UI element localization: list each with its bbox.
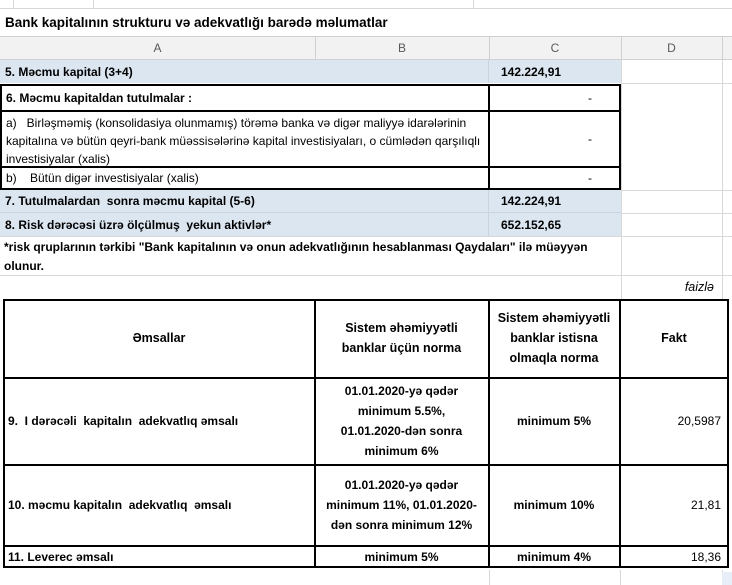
row6-value-cell[interactable]: - (588, 90, 592, 105)
row5-label-cell[interactable]: 5. Məcmu kapital (3+4) (0, 60, 489, 83)
row11-norm-systemic-cell[interactable]: minimum 5% (364, 549, 439, 564)
row10-fact-cell[interactable]: 21,81 (690, 497, 721, 512)
row6a-label-cell[interactable]: a) Birləşməmiş (konsolidasiya olunmamış) törəmə banka və digər maliyyə idarələrinin kapitalına və bütün qeyri-bank müəssisələrinə kapital investisiyaları, o cümlədən qarşılıqlı investisiyalar (xalis) (6, 116, 484, 166)
row8-label-cell[interactable]: 8. Risk dərəcəsi üzrə ölçülmuş yekun aktivlər* (0, 213, 489, 236)
unit-label[interactable]: faizlə (684, 280, 714, 294)
header-norm-non-systemic[interactable]: Sistem əhəmiyyətli banklar istisna olmaqla norma (497, 311, 614, 365)
row9-norm-non-systemic-cell[interactable]: minimum 5% (516, 413, 591, 428)
row10-norm-systemic-cell[interactable]: 01.01.2020-yə qədər minimum 11%, 01.01.2020-dən sonra minimum 12% (326, 477, 477, 532)
column-header-d[interactable]: D (667, 41, 676, 55)
row8-value-cell[interactable]: 652.152,65 (489, 213, 621, 236)
sheet-title[interactable]: Bank kapitalının strukturu və adekvatlığı barədə məlumatlar (5, 14, 388, 30)
gridline (621, 190, 732, 191)
row6b-value-cell[interactable]: - (588, 171, 592, 185)
gridline (93, 0, 94, 8)
column-header-c[interactable]: C (550, 41, 560, 55)
row9-label-cell[interactable]: 9. I dərəcəli kapitalın adekvatlıq əmsalı (8, 413, 239, 428)
row11-label-cell[interactable]: 11. Leverec əmsalı (8, 549, 114, 564)
gridline (621, 213, 732, 214)
column-divider (722, 37, 723, 59)
gridline (473, 0, 474, 8)
row6-label-cell[interactable]: 6. Məcmu kapitaldan tutulmalar : (6, 90, 193, 105)
gridline (13, 0, 14, 8)
column-header-a[interactable]: A (153, 41, 162, 55)
row6a-value-cell[interactable]: - (588, 132, 592, 146)
column-header-b[interactable]: B (397, 41, 406, 55)
gridline (621, 60, 622, 299)
header-coefficients[interactable]: Əmsallar (132, 331, 186, 345)
gridline (722, 60, 723, 299)
highlight-fragment (722, 572, 732, 585)
row9-fact-cell[interactable]: 20,5987 (677, 413, 721, 428)
gridline (620, 570, 621, 585)
footnote[interactable]: *risk qruplarının tərkibi "Bank kapitalının və onun adekvatlığının hesablanması Qaydaları" ilə müəyyən olunur. (4, 240, 591, 273)
row9-norm-systemic-cell[interactable]: 01.01.2020-yə qədər minimum 5.5%, 01.01.2020-dən sonra minimum 6% (340, 383, 466, 458)
gridline (0, 236, 732, 237)
row7-value-cell[interactable]: 142.224,91 (489, 190, 621, 213)
row10-label-cell[interactable]: 10. məcmu kapitalın adekvatlıq əmsalı (8, 497, 232, 512)
row7-label-cell[interactable]: 7. Tutulmalardan sonra məcmu kapital (5-6) (0, 190, 489, 213)
header-fact[interactable]: Fakt (661, 331, 687, 345)
column-header-strip (0, 36, 732, 60)
gridline (621, 83, 732, 84)
header-norm-systemic[interactable]: Sistem əhəmiyyətli banklar üçün norma (341, 321, 462, 355)
row11-fact-cell[interactable]: 18,36 (690, 549, 721, 564)
gridline (0, 275, 732, 276)
row6b-label-cell[interactable]: b) Bütün digər investisiyalar (xalis) (6, 171, 199, 185)
row5-value-cell[interactable]: 142.224,91 (489, 60, 621, 83)
gridline (489, 570, 490, 585)
row11-norm-non-systemic-cell[interactable]: minimum 4% (516, 549, 591, 564)
row10-norm-non-systemic-cell[interactable]: minimum 10% (513, 497, 595, 512)
